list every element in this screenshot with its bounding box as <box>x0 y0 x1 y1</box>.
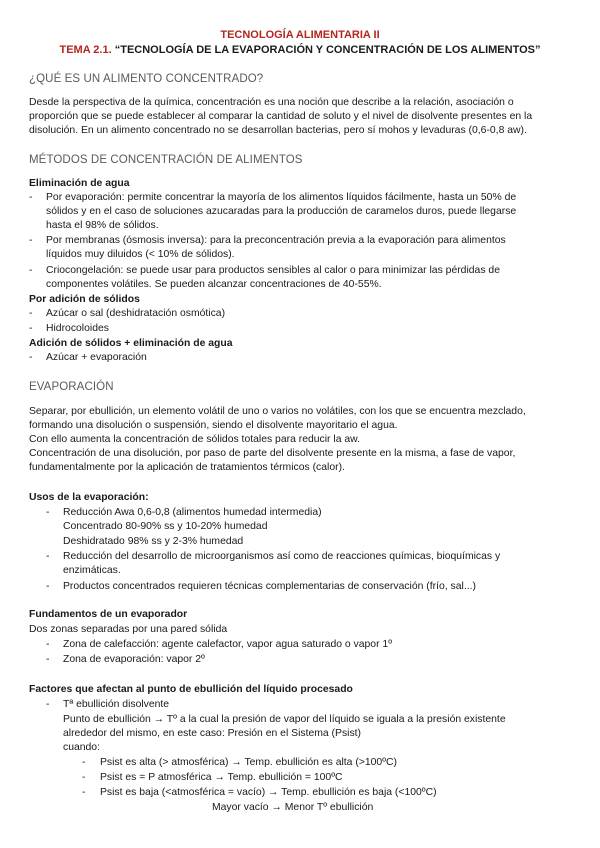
list-dash: - <box>29 265 33 276</box>
list-item-cont: alrededor del mismo, en este caso: Presión en el Sistema (Psist) <box>63 728 361 739</box>
list-item: Reducción del desarrollo de microorganismos así como de reacciones químicas, bioquímicas y <box>63 551 501 562</box>
subheading-combinado: Adición de sólidos + eliminación de agua <box>29 338 233 349</box>
list-item-cont: cuando: <box>63 742 100 753</box>
list-item: Zona de calefacción: agente calefactor, vapor agua saturado o vapor 1º <box>63 639 393 650</box>
subject-title: TECNOLOGÍA ALIMENTARIA II <box>220 29 380 41</box>
list-item: Hidrocoloides <box>46 323 109 334</box>
subheading-factores: Factores que afectan al punto de ebullición del líquido procesado <box>29 684 353 695</box>
paragraph-line: proporción que se puede establecer al comparar la cantidad de soluto y el nivel de disolvente presentes en la <box>29 111 533 122</box>
list-item: Tª ebullición disolvente <box>63 699 170 710</box>
list-item-cont: enzimáticas. <box>63 565 121 576</box>
paragraph-line: disolución. En un alimento concentrado no se desarrollan bacterias, pero sí mohos y levaduras (0,6-0,8 aw). <box>29 125 527 136</box>
subheading-fundamentos: Fundamentos de un evaporador <box>29 609 188 620</box>
paragraph-line: Separar, por ebullición, un elemento volátil de uno o varios no volátiles, con los que se encuentra mezclado, <box>29 406 526 417</box>
list-item: Azúcar o sal (deshidratación osmótica) <box>46 308 226 319</box>
conclusion-line: Mayor vacío → Menor Tº ebullición <box>212 802 374 813</box>
list-item-cont: Punto de ebullición → Tº a la cual la presión de vapor del líquido se iguala a la presión existente <box>63 714 506 725</box>
list-item: Psist es alta (> atmosférica) → Temp. ebullición es alta (>100ºC) <box>100 757 397 768</box>
list-item: Criocongelación: se puede usar para productos sensibles al calor o para minimizar las pérdidas de <box>46 265 500 276</box>
list-item: Por evaporación: permite concentrar la mayoría de los alimentos líquidos fácilmente, hasta un 50% de <box>46 192 517 203</box>
paragraph-line: Concentración de una disolución, por paso de parte del disolvente presente en la misma, a fase de vapor, <box>29 448 516 459</box>
list-dash: - <box>46 581 50 592</box>
list-dash: - <box>29 352 33 363</box>
list-dash: - <box>46 507 50 518</box>
section-heading-metodos: MÉTODOS DE CONCENTRACIÓN DE ALIMENTOS <box>29 154 303 166</box>
list-item: Por membranas (ósmosis inversa): para la preconcentración previa a la evaporación para alimentos <box>46 235 506 246</box>
list-item-cont: sólidos y en el caso de soluciones azucaradas para la producción de caramelos duros, puede llegarse <box>46 206 517 217</box>
subheading-usos: Usos de la evaporación: <box>29 492 149 503</box>
subheading-adicion: Por adición de sólidos <box>29 294 140 305</box>
list-dash: - <box>29 308 33 319</box>
paragraph-line: formando una disolución o suspensión, siendo el disolvente mayoritario el agua. <box>29 420 398 431</box>
list-item: Productos concentrados requieren técnicas complementarias de conservación (frío, sal...) <box>63 581 476 592</box>
paragraph-line: Desde la perspectiva de la química, concentración es una noción que describe a la relación, asociación o <box>29 97 514 108</box>
list-item-cont: Concentrado 80-90% ss y 10-20% humedad <box>63 521 268 532</box>
paragraph-line: Dos zonas separadas por una pared sólida <box>29 624 228 635</box>
list-item-cont: Deshidratado 98% ss y 2-3% humedad <box>63 536 244 547</box>
list-dash: - <box>82 772 86 783</box>
list-dash: - <box>29 323 33 334</box>
section-heading-evaporacion: EVAPORACIÓN <box>29 381 114 393</box>
list-dash: - <box>29 192 33 203</box>
section-heading-concentrado: ¿QUÉ ES UN ALIMENTO CONCENTRADO? <box>29 73 264 85</box>
subheading-eliminacion: Eliminación de agua <box>29 178 130 189</box>
list-dash: - <box>29 235 33 246</box>
topic-title <box>0 44 600 56</box>
list-item-cont: líquidos muy diluidos (< 10% de sólidos). <box>46 249 235 260</box>
topic-title-text: “TECNOLOGÍA DE LA EVAPORACIÓN Y CONCENTRACIÓN DE LOS ALIMENTOS” <box>111 44 541 56</box>
list-item: Azúcar + evaporación <box>46 352 147 363</box>
topic-prefix: TEMA 2.1. <box>59 44 112 56</box>
paragraph-line: fundamentalmente por la aplicación de tratamientos térmicos (calor). <box>29 462 345 473</box>
list-item: Psist es baja (<atmosférica = vacío) → Temp. ebullición es baja (<100ºC) <box>100 787 437 798</box>
list-dash: - <box>82 787 86 798</box>
list-item: Zona de evaporación: vapor 2º <box>63 654 205 665</box>
paragraph-line: Con ello aumenta la concentración de sólidos totales para reducir la aw. <box>29 434 360 445</box>
list-item-cont: componentes volátiles. Se pueden alcanzar concentraciones de 40-55%. <box>46 279 382 290</box>
list-item: Psist es = P atmosférica → Temp. ebullición = 100ºC <box>100 772 343 783</box>
list-dash: - <box>46 654 50 665</box>
list-dash: - <box>46 551 50 562</box>
list-dash: - <box>46 699 50 710</box>
list-dash: - <box>46 639 50 650</box>
list-item: Reducción Awa 0,6-0,8 (alimentos humedad intermedia) <box>63 507 322 518</box>
list-item-cont: hasta el 98% de sólidos. <box>46 220 159 231</box>
list-dash: - <box>82 757 86 768</box>
